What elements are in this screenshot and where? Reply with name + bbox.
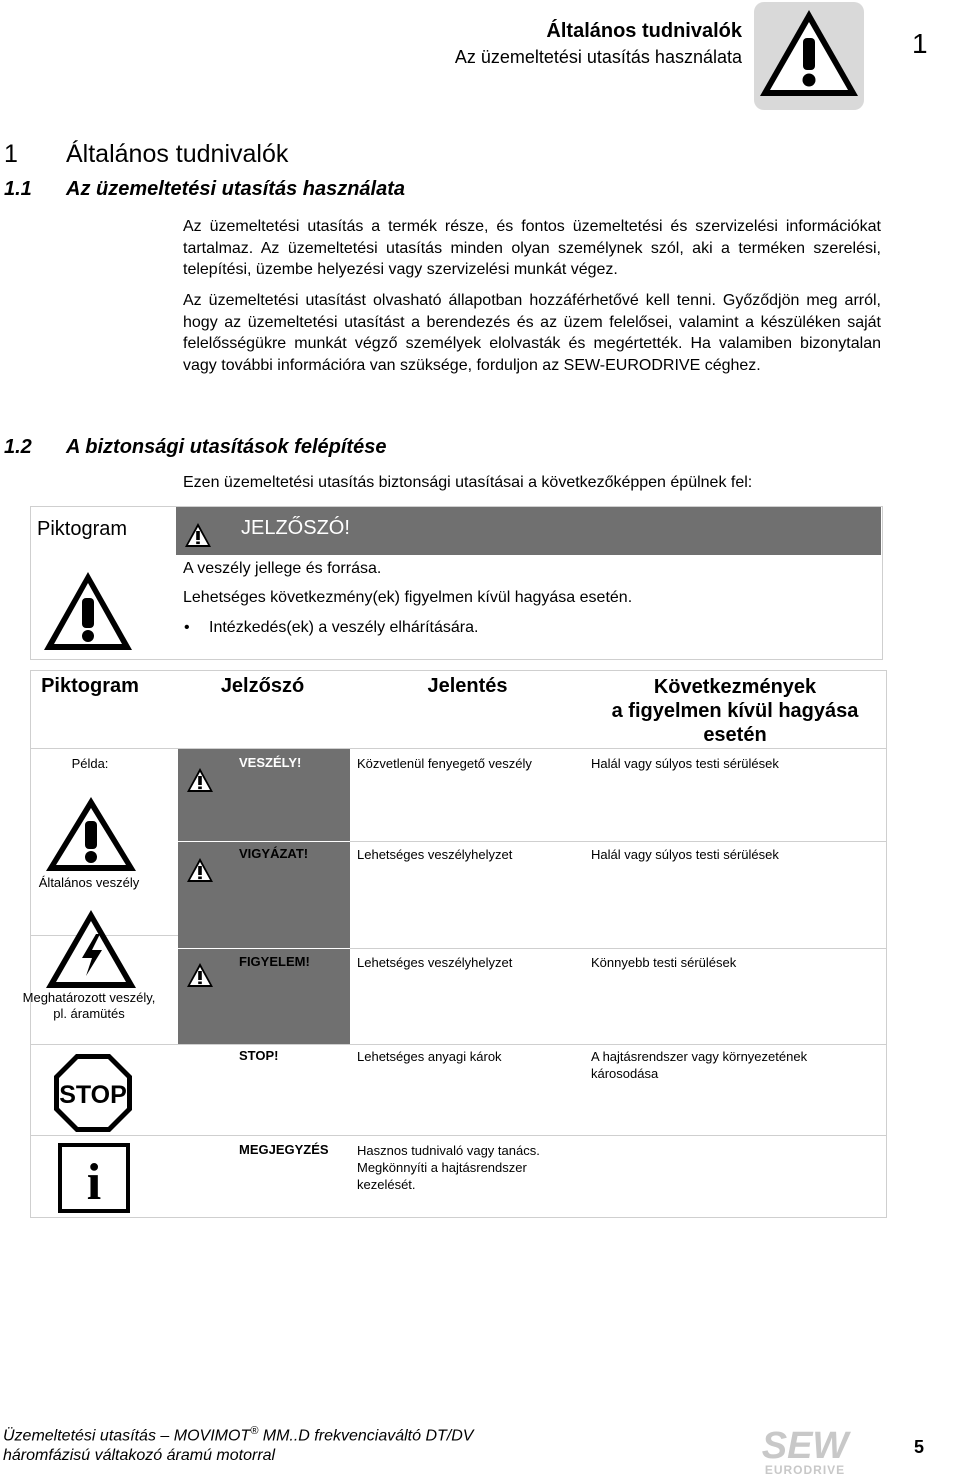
structure-line-1: A veszély jellege és forrása. bbox=[183, 560, 382, 577]
general-danger-label: Általános veszély bbox=[38, 875, 140, 890]
col-header-meaning: Jelentés bbox=[427, 675, 508, 697]
label-line: pl. áramütés bbox=[53, 1006, 125, 1021]
section-heading-1-1 bbox=[4, 178, 406, 201]
section-heading-1-2 bbox=[4, 436, 387, 459]
meaning-note: Hasznos tudnivaló vagy tanács. Megkönnyíti a hajtásrendszer kezelését. bbox=[357, 1143, 540, 1192]
info-icon bbox=[58, 1143, 130, 1213]
footer-line-1 bbox=[3, 1425, 473, 1445]
consequence-warning: Halál vagy súlyos testi sérülések bbox=[591, 847, 779, 862]
specific-danger-label bbox=[5, 990, 173, 1022]
structure-line-3: Intézkedés(ek) a veszély elhárítására. bbox=[209, 619, 479, 636]
info-icon-box bbox=[58, 1143, 130, 1218]
signal-word: JELZŐSZÓ! bbox=[241, 517, 350, 539]
meaning-caution: Lehetséges veszélyhelyzet bbox=[357, 955, 513, 970]
warning-triangle-icon bbox=[42, 570, 134, 652]
footer-text: Üzemeltetési utasítás – MOVIMOT bbox=[3, 1427, 251, 1445]
electric-shock-icon bbox=[44, 908, 138, 990]
divider bbox=[30, 1044, 887, 1045]
col-header-pictogram: Piktogram bbox=[41, 675, 139, 697]
divider bbox=[350, 948, 887, 949]
general-danger-icon bbox=[44, 795, 138, 878]
structure-line-2: Lehetséges következmény(ek) figyelmen kívül hagyása esetén. bbox=[183, 589, 633, 606]
stop-sign-icon bbox=[52, 1052, 134, 1134]
warning-triangle-icon bbox=[754, 2, 864, 110]
header-line: Következmények bbox=[653, 676, 817, 698]
section-number: 1.2 bbox=[4, 436, 32, 458]
sew-logo bbox=[750, 1425, 860, 1477]
structure-warning-icon bbox=[42, 570, 134, 657]
header-title: Általános tudnivalók bbox=[546, 20, 742, 42]
meaning-warning: Lehetséges veszélyhelyzet bbox=[357, 847, 513, 862]
small-warning-icon bbox=[186, 962, 214, 988]
meaning-danger: Közvetlenül fenyegető veszély bbox=[357, 756, 532, 771]
section-number: 1.1 bbox=[4, 178, 32, 200]
pictogram-label: Piktogram bbox=[37, 518, 128, 540]
page-number: 5 bbox=[914, 1437, 925, 1457]
consequence-stop: A hajtásrendszer vagy környezetének károsodása bbox=[591, 1049, 808, 1081]
small-warning-icon bbox=[186, 767, 214, 793]
header-line: esetén bbox=[703, 724, 767, 746]
signal-word-danger: VESZÉLY! bbox=[239, 755, 302, 770]
signal-word-note: MEGJEGYZÉS bbox=[239, 1142, 329, 1157]
col-header-signal: Jelzőszó bbox=[220, 675, 305, 697]
footer-line-2: háromfázisú váltakozó áramú motorral bbox=[3, 1447, 276, 1464]
header-line: a figyelmen kívül hagyása bbox=[611, 700, 859, 722]
header-subtitle: Az üzemeltetési utasítás használata bbox=[454, 47, 742, 67]
signal-word-warning: VIGYÁZAT! bbox=[239, 846, 309, 861]
section-title: A biztonsági utasítások felépítése bbox=[66, 436, 387, 458]
chapter-number: 1 bbox=[912, 28, 928, 59]
registered-mark: ® bbox=[250, 1425, 259, 1437]
header-warning-box bbox=[754, 2, 864, 110]
consequence-caution: Könnyebb testi sérülések bbox=[591, 955, 737, 970]
small-warning-icon bbox=[184, 522, 212, 548]
label-line: Meghatározott veszély, bbox=[22, 990, 156, 1005]
col-header-consequence bbox=[585, 675, 885, 747]
meaning-stop: Lehetséges anyagi károk bbox=[357, 1049, 502, 1064]
small-warning-icon bbox=[186, 857, 214, 883]
paragraph-usage-2: Az üzemeltetési utasítást olvasható állapotban hozzáférhetővé kell tenni. Győződjön meg arról, hogy az üzemeltetési utasítást a berendezés és az üzem felelősei, valamint a készüléken saját felelősségükre munkát végző személyek elolvasták és megértették. Ha valamiben bizonytalan vagy további információra van szüksége, forduljon az SEW-EURODRIVE céghez. bbox=[183, 292, 881, 374]
electric-danger-icon bbox=[44, 908, 138, 995]
divider bbox=[30, 1135, 887, 1136]
stop-sign-icon-box bbox=[52, 1052, 134, 1139]
divider bbox=[350, 841, 887, 842]
section-title: Az üzemeltetési utasítás használata bbox=[66, 178, 406, 200]
signal-word-stop: STOP! bbox=[239, 1048, 279, 1063]
example-label: Példa: bbox=[71, 756, 109, 771]
footer-text: MM..D frekvenciaváltó DT/DV bbox=[258, 1427, 474, 1445]
section-heading-1 bbox=[4, 140, 289, 169]
stop-sign-text: STOP bbox=[59, 1081, 127, 1109]
section-title: Általános tudnivalók bbox=[66, 140, 289, 168]
logo-sew: SEW bbox=[761, 1425, 849, 1467]
signal-word-caution: FIGYELEM! bbox=[239, 954, 310, 969]
bullet: • bbox=[184, 619, 190, 636]
logo-eurodrive: EURODRIVE bbox=[764, 1463, 846, 1477]
divider bbox=[30, 748, 887, 749]
paragraph-usage-1: Az üzemeltetési utasítás a termék része, és fontos üzemeltetési és szervizelési információkat tartalmaz. Az üzemeltetési utasítás minden olyan személynek szól, aki a terméken szerelési, telepítési, üzembe helyezési vagy szervizelési munkát végez. bbox=[183, 218, 881, 278]
structure-intro: Ezen üzemeltetési utasítás biztonsági utasításai a következőképpen épülnek fel: bbox=[183, 474, 753, 491]
warning-triangle-icon bbox=[44, 795, 138, 873]
section-number: 1 bbox=[4, 140, 18, 168]
info-glyph: i bbox=[86, 1154, 102, 1211]
consequence-danger: Halál vagy súlyos testi sérülések bbox=[591, 756, 779, 771]
